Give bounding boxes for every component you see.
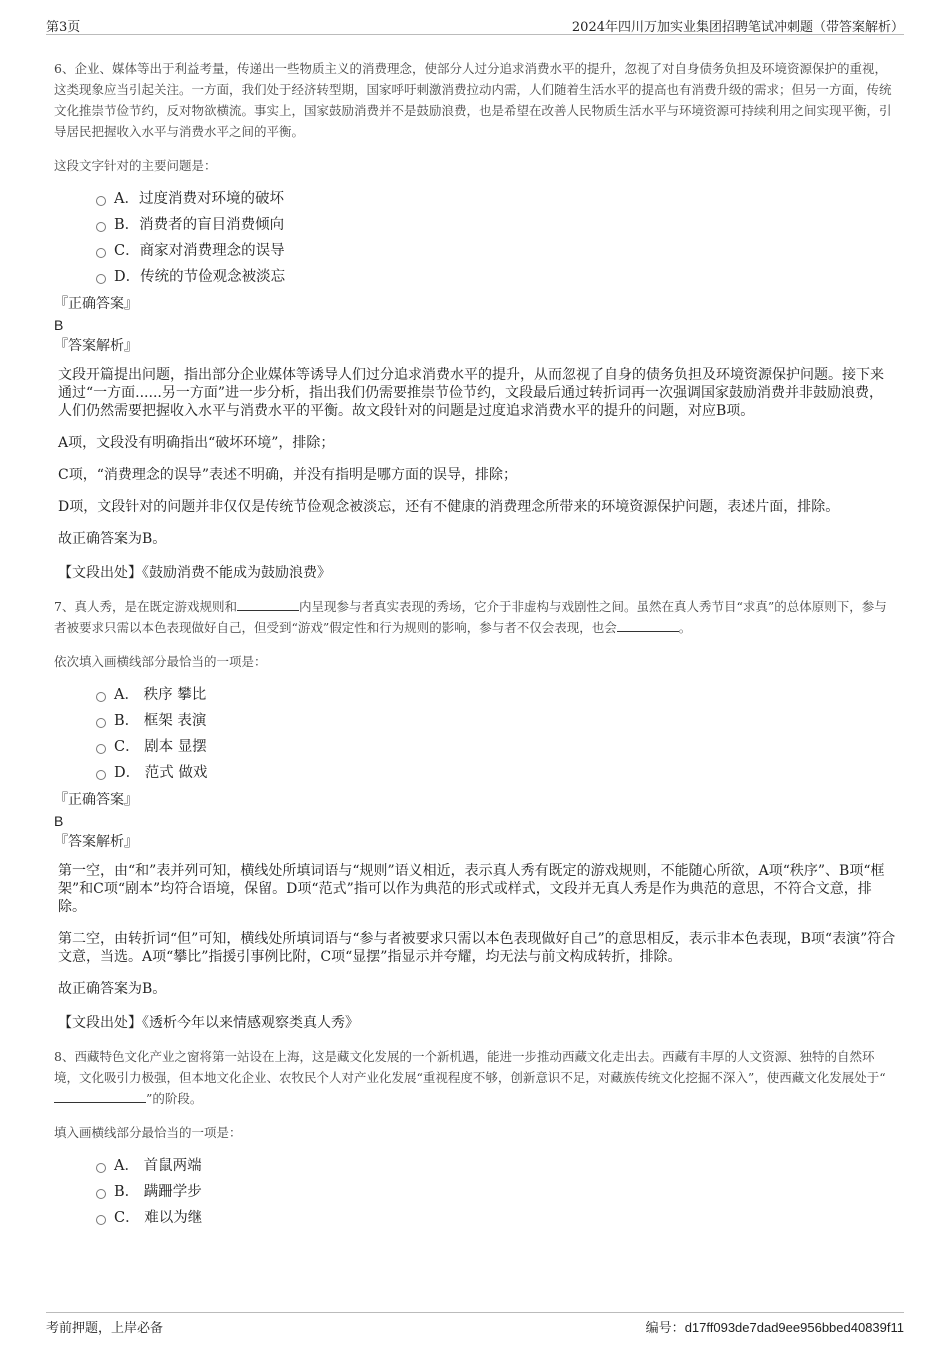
q7-answer-label: 『正确答案』 xyxy=(54,792,138,808)
q6-analysis-3: C项，“消费理念的误导”表述不明确，并没有指明是哪方面的误导，排除； xyxy=(58,467,518,483)
q7-options xyxy=(54,682,896,786)
q6-analysis-2: A项，文段没有明确指出“破坏环境”，排除； xyxy=(58,435,335,451)
q7-option-a[interactable]: A． 秩序 攀比 xyxy=(96,682,896,708)
q8-option-b[interactable]: B． 蹒跚学步 xyxy=(96,1179,896,1205)
q7-analysis-2: 第二空，由转折词“但”可知，横线处所填词语与“参与者被要求只需以本色表现做好自己”的意思相反，表示非本色表现，B项“表演”符合文意，当选。A项“攀比”指援引事例比附，C项“显摆”指显示并夸耀，均无法与前文构成转折，排除。 xyxy=(58,931,896,965)
radio-icon[interactable] xyxy=(96,1163,106,1173)
radio-icon[interactable] xyxy=(96,274,106,284)
q6-analysis-5: 故正确答案为B。 xyxy=(58,531,167,547)
radio-icon[interactable] xyxy=(96,692,106,702)
blank-line xyxy=(617,618,679,632)
q6-text: 6、企业、媒体等出于利益考量，传递出一些物质主义的消费理念，使部分人过分追求消费水平的提升，忽视了对自身债务负担及环境资源保护的重视，这类现象应当引起关注。一方面，我们处于经济转型期，国家呼吁刺激消费拉动内需，人们随着生活水平的提高也有消费升级的需求；但另一方面，传统文化推崇节俭节约，反对物欲横流。事实上，国家鼓励消费并不是鼓励浪费，也是希望在改善人民物质生活水平与环境资源可持续利用之间实现平衡，引导居民把握收入水平与消费水平之间的平衡。 xyxy=(54,61,892,139)
q7-analysis-3: 故正确答案为B。 xyxy=(58,981,167,997)
q6-prompt: 这段文字针对的主要问题是： xyxy=(54,158,217,173)
page-footer xyxy=(46,1312,904,1343)
q6-source: 【文段出处】《鼓励消费不能成为鼓励浪费》 xyxy=(58,565,331,581)
radio-icon[interactable] xyxy=(96,222,106,232)
q7-option-b[interactable]: B． 框架 表演 xyxy=(96,708,896,734)
radio-icon[interactable] xyxy=(96,248,106,258)
radio-icon[interactable] xyxy=(96,744,106,754)
blank-line xyxy=(54,1089,146,1103)
radio-icon[interactable] xyxy=(96,770,106,780)
q7-analysis-label: 『答案解析』 xyxy=(54,834,138,850)
q7-option-c[interactable]: C． 剧本 显摆 xyxy=(96,734,896,760)
footer-slogan: 考前押题，上岸必备 xyxy=(46,1321,164,1336)
radio-icon[interactable] xyxy=(96,718,106,728)
q6-answer-label: 『正确答案』 xyxy=(54,296,138,312)
q6-option-a[interactable]: A．过度消费对环境的破坏 xyxy=(96,186,896,212)
q8-prompt: 填入画横线部分最恰当的一项是： xyxy=(54,1125,242,1140)
radio-icon[interactable] xyxy=(96,1215,106,1225)
q7-analysis-1: 第一空，由“和”表并列可知，横线处所填词语与“规则”语义相近，表示真人秀有既定的游戏规则，不能随心所欲，A项“秩序”、B项“框架”和C项“剧本”均符合语境，保留。D项“范式”指可以作为典范的形式或样式，文段并无真人秀是作为典范的意思，不符合文意，排除。 xyxy=(58,863,885,915)
blank-line xyxy=(237,597,299,611)
q6-analysis-label: 『答案解析』 xyxy=(54,338,138,354)
q6-option-b[interactable]: B．消费者的盲目消费倾向 xyxy=(96,212,896,238)
q8-option-a[interactable]: A． 首鼠两端 xyxy=(96,1153,896,1179)
q8-text: 8、西藏特色文化产业之窗将第一站设在上海，这是藏文化发展的一个新机遇，能进一步推动西藏文化走出去。西藏有丰厚的人文资源、独特的自然环境，文化吸引力极强，但本地文化企业、农牧民个人对产业化发展“重视程度不够，创新意识不足，对藏族传统文化挖掘不深入”，使西藏文化发展处于“”的阶段。 xyxy=(54,1049,886,1106)
q6-answer: B xyxy=(54,317,64,333)
radio-icon[interactable] xyxy=(96,196,106,206)
q7-text: 7、真人秀，是在既定游戏规则和 内呈现参与者真实表现的秀场，它介于非虚构与戏剧性之间。虽然在真人秀节目“求真”的总体原则下，参与者被要求只需以本色表现做好自己，但受到“游戏”假定性和行为规则的影响，参与者不仅会表现，也会 。 xyxy=(54,599,887,635)
q7-source: 【文段出处】《透析今年以来情感观察类真人秀》 xyxy=(58,1015,359,1031)
page-header xyxy=(46,8,904,35)
radio-icon[interactable] xyxy=(96,1189,106,1199)
content xyxy=(54,58,896,1231)
q8-options xyxy=(54,1153,896,1231)
q7-option-d[interactable]: D． 范式 做戏 xyxy=(96,760,896,786)
page-number: 第3页 xyxy=(46,20,81,35)
q6-analysis-1: 文段开篇提出问题，指出部分企业媒体等诱导人们过分追求消费水平的提升，从而忽视了自身的债务负担及环境资源保护问题。接下来通过“一方面......另一方面”进一步分析，指出我们仍需要推崇节俭节约，文段最后通过转折词再一次强调国家鼓励消费并非鼓励浪费，人们仍然需要把握收入水平与消费水平的平衡。故文段针对的问题是过度追求消费水平的提升的问题，对应B项。 xyxy=(58,367,884,419)
q6-options xyxy=(54,186,896,290)
document-title: 2024年四川万加实业集团招聘笔试冲刺题（带答案解析） xyxy=(571,20,904,35)
document-code: 编号：d17ff093de7dad9ee956bbed40839f11 xyxy=(645,1320,904,1335)
q6-analysis-4: D项，文段针对的问题并非仅仅是传统节俭观念被淡忘，还有不健康的消费理念所带来的环境资源保护问题，表述片面，排除。 xyxy=(58,499,840,515)
q6-option-d[interactable]: D．传统的节俭观念被淡忘 xyxy=(96,264,896,290)
q8-option-c[interactable]: C． 难以为继 xyxy=(96,1205,896,1231)
q7-answer: B xyxy=(54,813,64,829)
q6-option-c[interactable]: C．商家对消费理念的误导 xyxy=(96,238,896,264)
q7-prompt: 依次填入画横线部分最恰当的一项是： xyxy=(54,654,267,669)
